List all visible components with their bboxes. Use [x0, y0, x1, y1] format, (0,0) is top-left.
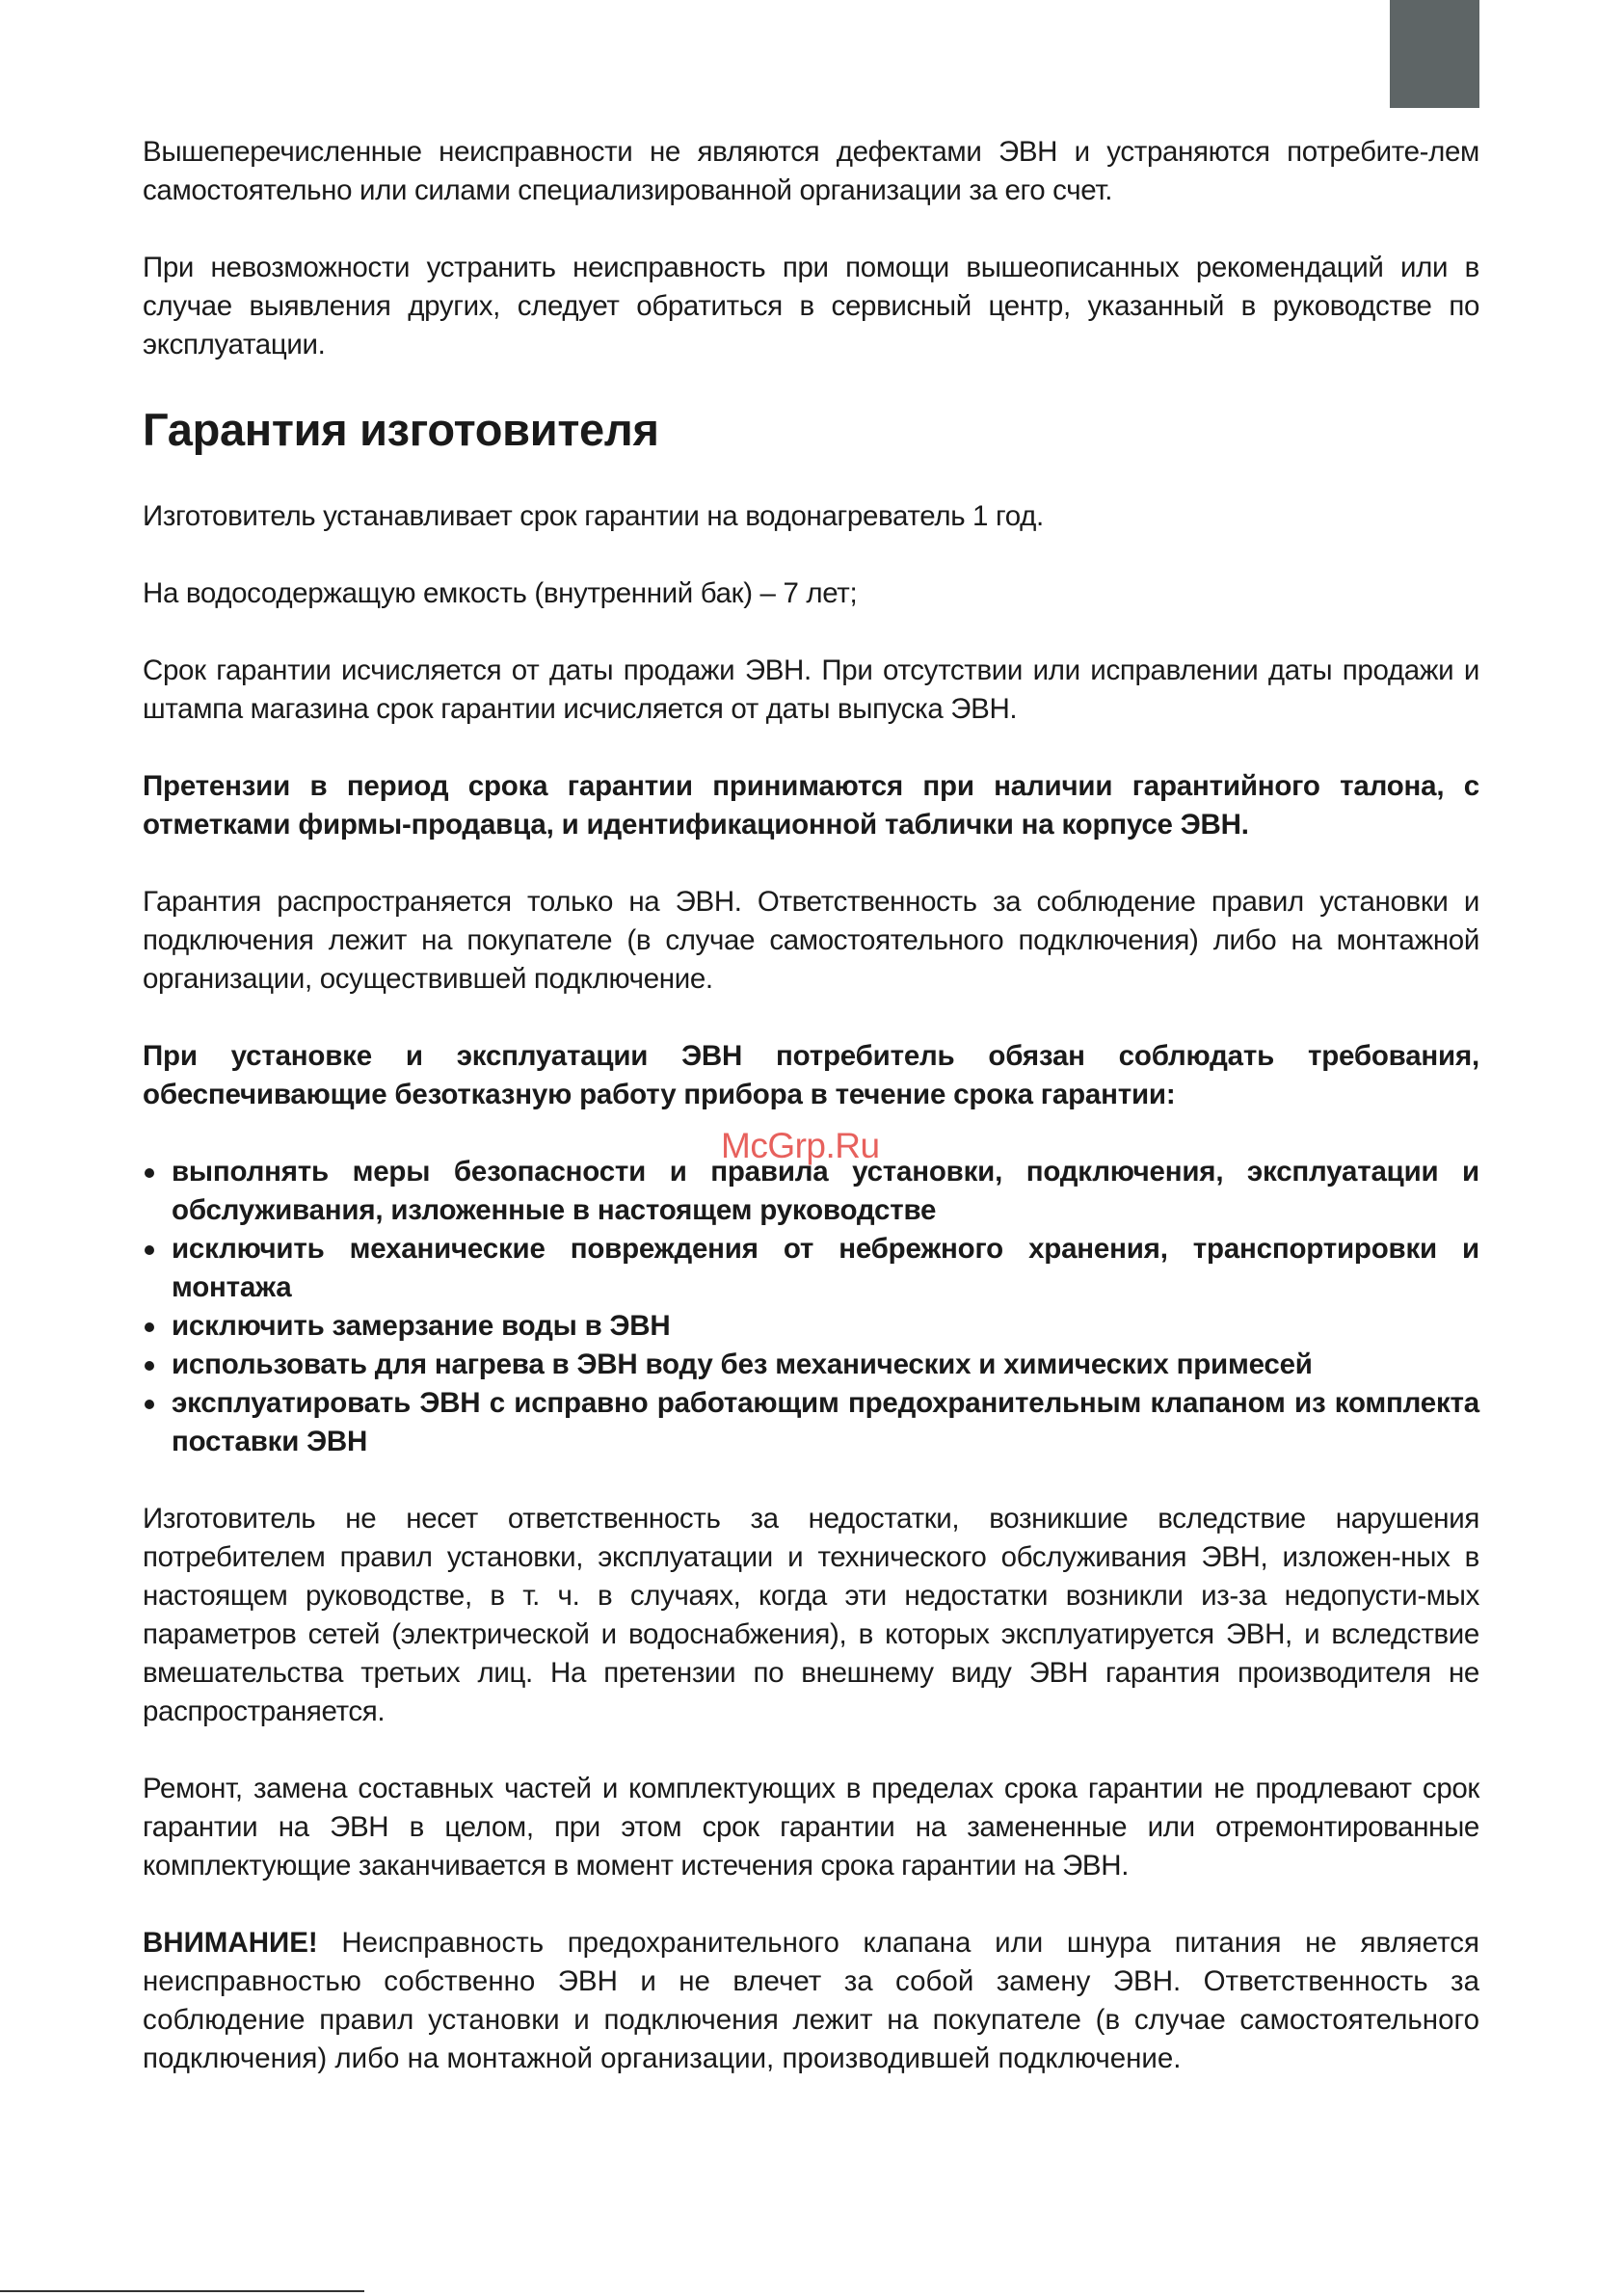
- watermark: McGrp.Ru: [721, 1126, 880, 1165]
- list-item: эксплуатировать ЭВН с исправно работающим предохранительным клапаном из комплекта поставки ЭВН: [143, 1384, 1479, 1461]
- attention-paragraph: [143, 1924, 1479, 2078]
- requirements-list: [143, 1153, 1479, 1461]
- list-item: использовать для нагрева в ЭВН воду без механических и химических примесей: [143, 1346, 1479, 1384]
- page-corner-tab: [1390, 0, 1479, 108]
- warranty-term: Изготовитель устанавливает срок гарантии на водонагреватель 1 год.: [143, 500, 1044, 532]
- scope-paragraph: Гарантия распространяется только на ЭВН. Ответственность за соблюдение правил установки и подключения лежит на покупателе (в случае самостоятельного подключения) либо на монтажной организации, осуществившей подключение.: [143, 886, 1479, 995]
- intro-paragraph-2: При невозможности устранить неисправность при помощи вышеописанных рекомендаций или в случае выявления других, следует обратиться в сервисный центр, указанный в руководстве по эксплуатации.: [143, 252, 1479, 360]
- warranty-start-paragraph: Срок гарантии исчисляется от даты продажи ЭВН. При отсутствии или исправлении даты продажи и штампа магазина срок гарантии исчисляется от даты выпуска ЭВН.: [143, 654, 1479, 725]
- repair-paragraph: Ремонт, замена составных частей и комплектующих в пределах срока гарантии не продлевают срок гарантии на ЭВН в целом, при этом срок гарантии на замененные или отремонтированные комплектующие заканчивается в момент истечения срока гарантии на ЭВН.: [143, 1773, 1479, 1882]
- footer-divider: [0, 2290, 364, 2292]
- list-item: выполнять меры безопасности и правила установки, подключения, эксплуатации и обслуживания, изложенные в настоящем руководстве: [143, 1153, 1479, 1230]
- claims-paragraph: Претензии в период срока гарантии принимаются при наличии гарантийного талона, с отметками фирмы-продавца, и идентификационной таблички на корпусе ЭВН.: [143, 770, 1479, 841]
- tank-warranty-term: На водосодержащую емкость (внутренний бак) – 7 лет;: [143, 577, 858, 609]
- liability-paragraph: Изготовитель не несет ответственность за недостатки, возникшие вследствие нарушения потребителем правил установки, эксплуатации и технического обслуживания ЭВН, изложен-ных в настоящем руководстве, в т. ч. в случаях, когда эти недостатки возникли из-за недопусти-мых параметров сетей (электрической и водоснабжения), в которых эксплуатируется ЭВН, и вследствие вмешательства третьих лиц. На претензии по внешнему виду ЭВН гарантия производителя не распространяется.: [143, 1503, 1479, 1727]
- list-item: исключить замерзание воды в ЭВН: [143, 1307, 1479, 1346]
- list-item: исключить механические повреждения от небрежного хранения, транспортировки и монтажа: [143, 1230, 1479, 1307]
- attention-label: ВНИМАНИЕ!: [143, 1927, 318, 1959]
- attention-text: Неисправность предохранительного клапана или шнура питания не является неисправностью собственно ЭВН и не влечет за собой замену ЭВН. Ответственность за соблюдение правил установки и подключения лежит на покупателе (в случае самостоятельного подключения) либо на монтажной организации, производившей подключение.: [143, 1927, 1479, 2074]
- obligations-intro: При установке и эксплуатации ЭВН потребитель обязан соблюдать требования, обеспечивающие безотказную работу прибора в течение срока гарантии:: [143, 1040, 1479, 1110]
- section-title: Гарантия изготовителя: [143, 404, 659, 455]
- document-body: [143, 133, 1479, 2117]
- intro-paragraph-1: Вышеперечисленные неисправности не являются дефектами ЭВН и устраняются потребите-лем самостоятельно или силами специализированной организации за его счет.: [143, 136, 1479, 206]
